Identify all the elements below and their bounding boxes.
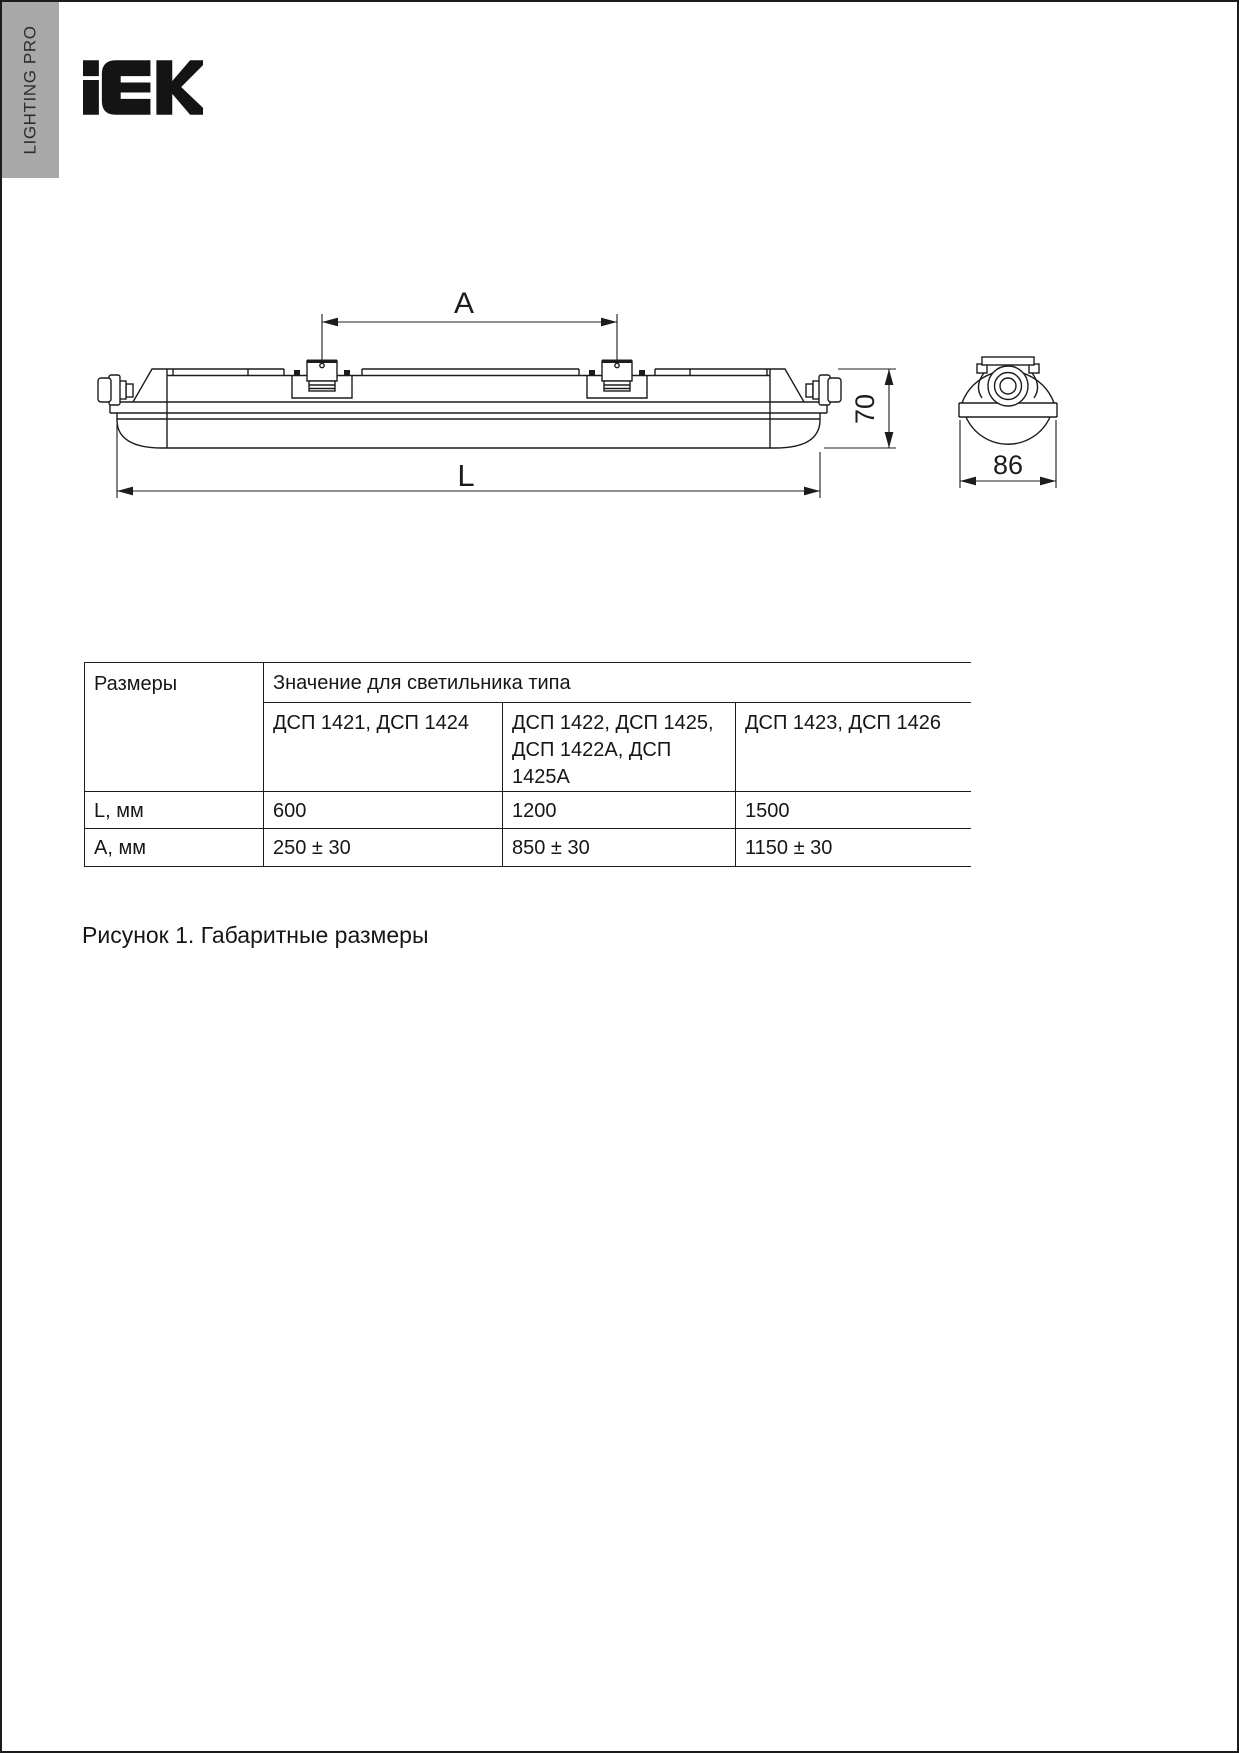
cable-gland-right	[806, 375, 841, 405]
cable-gland-left	[98, 375, 133, 405]
mounting-bracket-right	[602, 360, 632, 392]
mount-value-1: 250 ± 30	[264, 829, 503, 867]
length-value-3: 1500	[736, 792, 971, 829]
dim-height-label: 70	[850, 393, 880, 425]
table-header-type-1: ДСП 1421, ДСП 1424	[264, 703, 503, 792]
mount-value-3: 1150 ± 30	[736, 829, 971, 867]
dimensions-table	[84, 662, 971, 867]
table-row-mount-distance	[85, 829, 971, 867]
mount-value-2: 850 ± 30	[503, 829, 736, 867]
mounting-bracket-left	[307, 360, 337, 392]
end-view	[959, 357, 1057, 444]
row-label-mount-distance: А, мм	[85, 829, 264, 867]
side-view	[98, 360, 841, 449]
table-header-type-2: ДСП 1422, ДСП 1425, ДСП 1422А, ДСП 1425А	[503, 703, 736, 792]
dim-a-label: A	[453, 287, 475, 320]
table-header-group: Значение для светильника типа	[264, 663, 971, 703]
end-view-gland	[988, 366, 1028, 406]
row-label-length: L, мм	[85, 792, 264, 829]
length-value-2: 1200	[503, 792, 736, 829]
screw-tabs	[294, 370, 645, 376]
table-header-sizes: Размеры	[85, 663, 264, 792]
table-header-type-3: ДСП 1423, ДСП 1426	[736, 703, 971, 792]
dim-l-label: L	[457, 458, 475, 493]
sidebar-label: LIGHTING PRO	[20, 25, 40, 155]
figure-caption: Рисунок 1. Габаритные размеры	[82, 922, 429, 948]
length-value-1: 600	[264, 792, 503, 829]
table-row-length	[85, 792, 971, 829]
dim-width-label: 86	[992, 450, 1024, 480]
dimension-lines	[117, 314, 1056, 498]
dimension-drawing	[0, 0, 1239, 520]
